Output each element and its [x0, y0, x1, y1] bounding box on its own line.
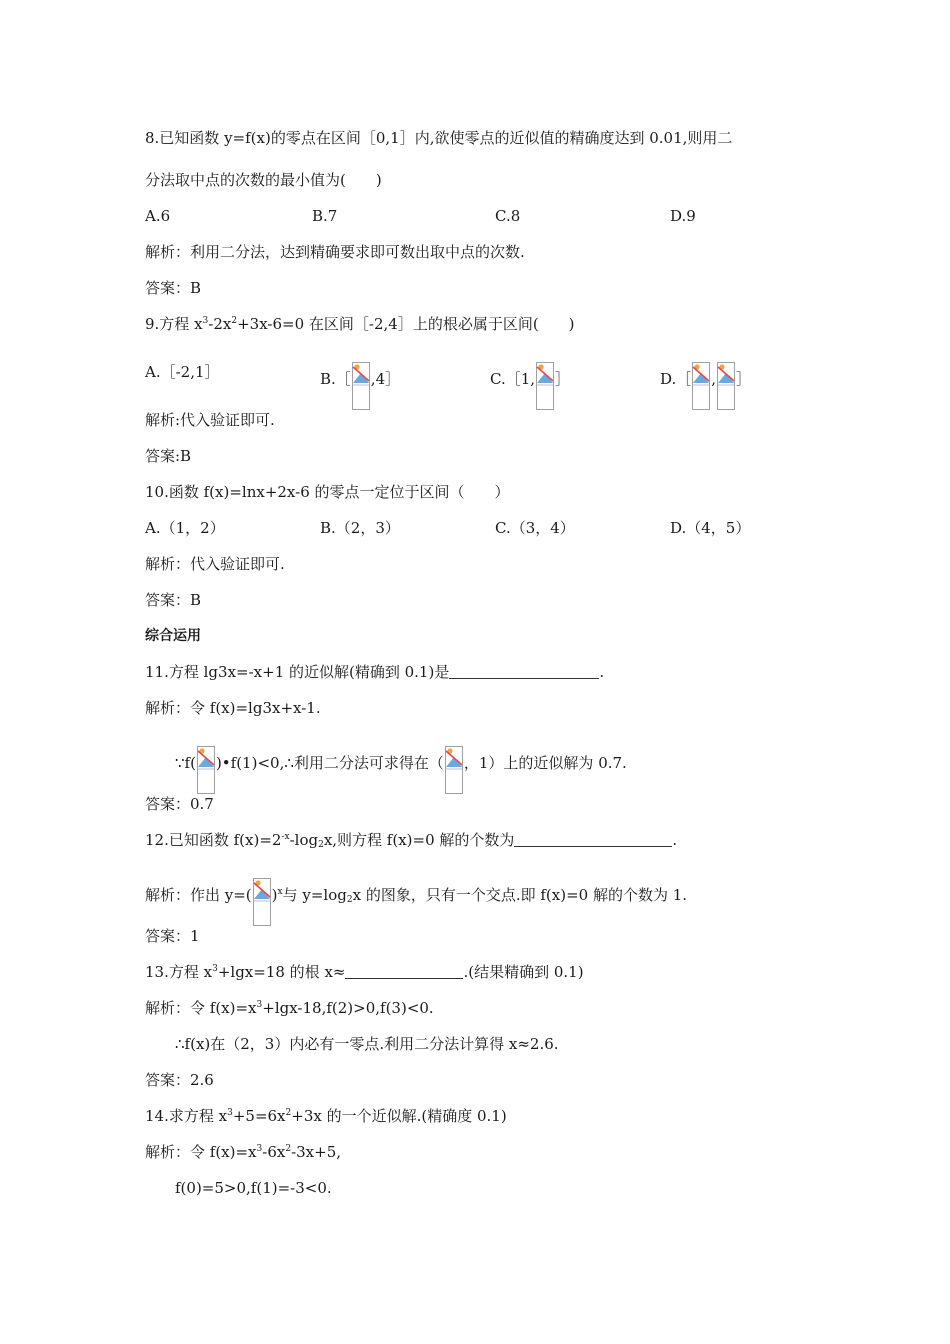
q12-analysis: 解析：作出 y=( )$^x$与 $y=\log_2x$ 的图象，只有一个交点.即 f(x)=0 解的个数为 1.: [145, 878, 687, 926]
q9-option-c: C.［1, ］: [490, 362, 570, 410]
q9-answer: 答案:B: [145, 447, 192, 465]
q10-option-c: C.（3，4）: [495, 519, 575, 537]
answer-blank[interactable]: [449, 664, 599, 679]
q8-stem-line2: 分法取中点的次数的最小值为( ): [145, 171, 382, 189]
q8-option-c: C.8: [495, 207, 521, 225]
q11-analysis-line2: ∵f( )•f(1)<0,∴利用二分法可求得在（ ，1）上的近似解为 0.7.: [175, 746, 627, 794]
q13-analysis-line2: ∴f(x)在（2，3）内必有一零点.利用二分法计算得 x≈2.6.: [175, 1035, 559, 1053]
q13-stem: 13.方程 $x^3+\lg x=18$ 的根 x≈ .(结果精确到 0.1): [145, 963, 584, 981]
q9-analysis: 解析:代入验证即可.: [145, 411, 275, 429]
q14-stem: 14.求方程 $x^3+5=6x^2+3x$ 的一个近似解.(精确度 0.1): [145, 1107, 507, 1125]
q13-answer: 答案：2.6: [145, 1071, 214, 1089]
q10-option-b: B.（2，3）: [320, 519, 400, 537]
q12-answer: 答案：1: [145, 927, 200, 945]
q10-stem: 10.函数 f(x)=lnx+2x-6 的零点一定位于区间（ ）: [145, 483, 510, 501]
q14-analysis: 解析：令 $f(x)=x^3-6x^2-3x+5$,: [145, 1143, 342, 1161]
q10-option-a: A.（1，2）: [145, 519, 225, 537]
q9-option-b: B.［ ,4］: [320, 362, 400, 410]
broken-image-icon: [445, 746, 463, 794]
q12-stem: 12.已知函数 $f(x)=2^{-x}-\log_2x$,则方程 f(x)=0 解的个数为 .: [145, 831, 678, 850]
q8-option-b: B.7: [312, 207, 338, 225]
q10-analysis: 解析：代入验证即可.: [145, 555, 285, 573]
q14-analysis-line2: f(0)=5>0,f(1)=-3<0.: [175, 1179, 332, 1197]
q9-option-a: A.［-2,1］: [145, 363, 220, 381]
broken-image-icon: [197, 746, 215, 794]
q8-analysis: 解析：利用二分法，达到精确要求即可数出取中点的次数.: [145, 243, 525, 261]
q8-option-a: A.6: [145, 207, 171, 225]
q8-answer: 答案：B: [145, 279, 202, 297]
broken-image-icon: [717, 362, 735, 410]
q8-option-d: D.9: [670, 207, 696, 225]
q9-stem: 9.方程 $x^3-2x^2+3x-6=0$ 在区间［-2,4］上的根必属于区间( ): [145, 315, 575, 333]
q11-analysis: 解析：令 f(x)=lg3x+x-1.: [145, 699, 321, 717]
q8-stem-line1: 8.已知函数 y=f(x)的零点在区间［0,1］内,欲使零点的近似值的精确度达到 0.01,则用二: [145, 129, 733, 147]
q10-answer: 答案：B: [145, 591, 202, 609]
q11-answer: 答案：0.7: [145, 795, 214, 813]
broken-image-icon: [352, 362, 370, 410]
q10-option-d: D.（4，5）: [670, 519, 751, 537]
q13-analysis: 解析：令 $f(x)=x^3+\lg x-18,f(2)>0,f(3)<0$.: [145, 999, 434, 1017]
section-title: 综合运用: [145, 628, 201, 644]
q11-stem: 11.方程 lg3x=-x+1 的近似解(精确到 0.1)是 .: [145, 663, 605, 681]
broken-image-icon: [692, 362, 710, 410]
broken-image-icon: [536, 362, 554, 410]
answer-blank[interactable]: [345, 964, 463, 979]
broken-image-icon: [253, 878, 271, 926]
q9-option-d: D.［ , ］: [660, 362, 751, 410]
answer-blank[interactable]: [514, 832, 672, 847]
